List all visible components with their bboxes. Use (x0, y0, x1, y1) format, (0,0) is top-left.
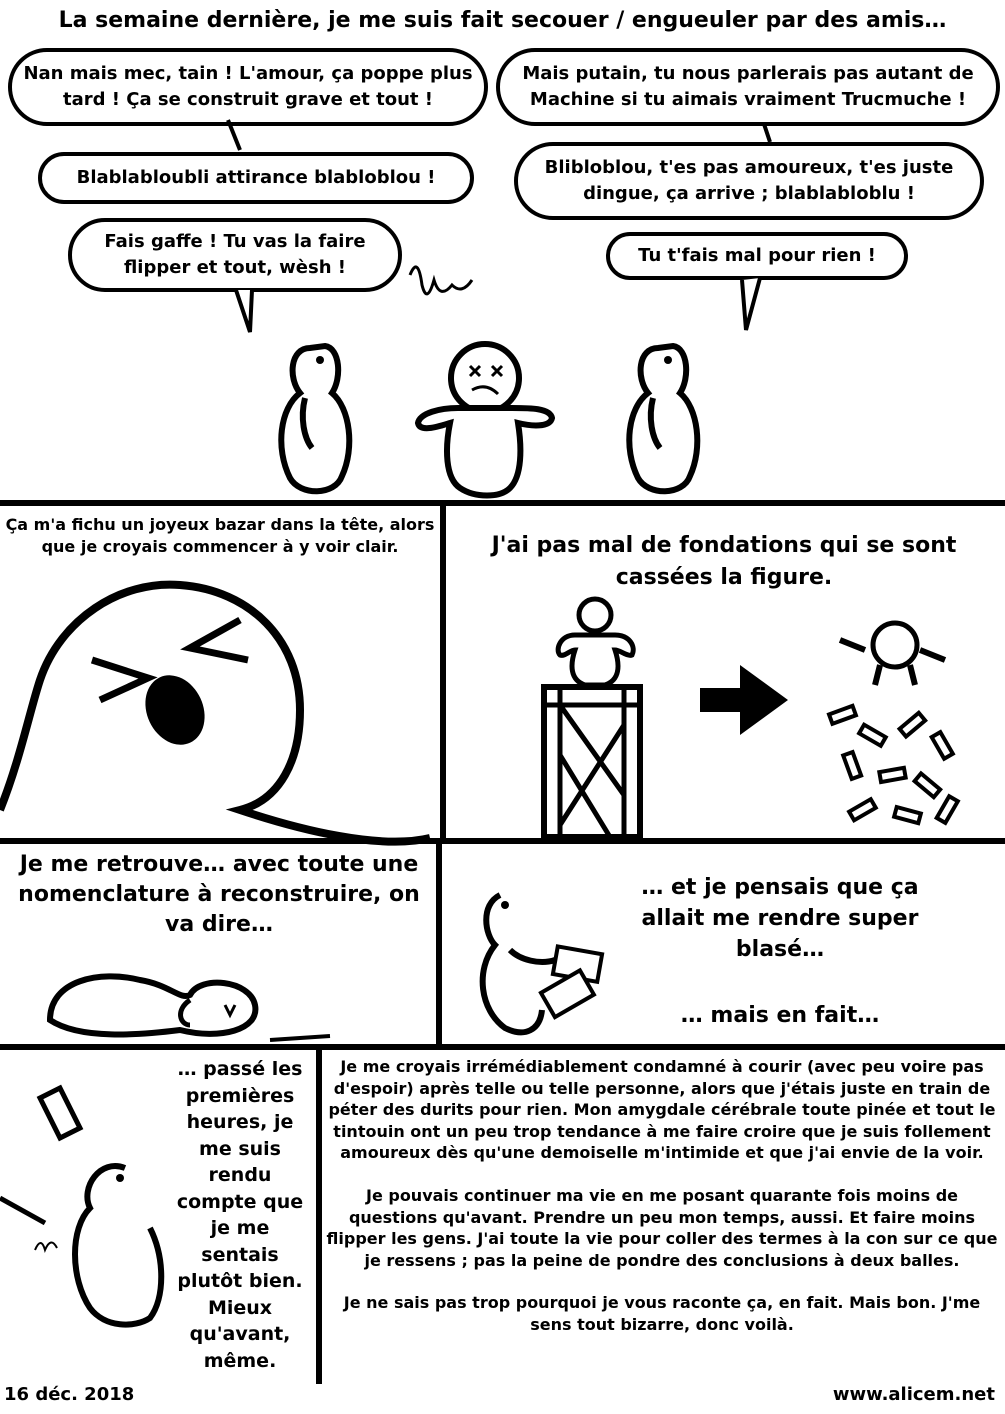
panel-2-caption: Ça m'a fichu un joyeux bazar dans la tête, alors que je croyais commencer à y voir clair. (5, 515, 435, 556)
panel-3-caption: J'ai pas mal de fondations qui se sont cassées la figure. (491, 533, 957, 590)
friend-left-character (270, 338, 360, 500)
site-url[interactable]: www.alicem.net (832, 1384, 995, 1405)
panel-border (316, 1044, 322, 1384)
character-on-scaffold (540, 595, 660, 840)
panel-5-caption-1: … et je pensais que ça allait me rendre super blasé… (641, 875, 919, 962)
panel-4-caption: Je me retrouve… avec toute une nomenclature à reconstruire, on va dire… (18, 852, 420, 937)
story-paragraph: Je pouvais continuer ma vie en me posant quarante fois moins de questions qu'avant. Prendre un peu mon temps, aussi. Et faire moins flipper les gens. J'ai toute la vie pour coller des termes à la con sur ce que je ressens ; pas la peine de pondre des conclusions à deux balles. (326, 1185, 998, 1270)
speech-bubble-left-1: Nan mais mec, tain ! L'amour, ça poppe plus tard ! Ça se construit grave et tout ! (8, 48, 488, 126)
panel-7-text (326, 1056, 998, 1357)
falling-character-debris (820, 610, 970, 835)
arrow-right-icon (700, 660, 790, 740)
speech-bubble-right-3: Tu t'fais mal pour rien ! (606, 232, 908, 280)
panel-6-caption: … passé les premières heures, je me suis rendu compte que je me sentais plutôt bien. Mieux qu'avant, même. (176, 1058, 304, 1372)
shouting-character (0, 560, 440, 840)
happy-character (0, 1078, 170, 1378)
lying-character (40, 960, 300, 1044)
publish-date: 16 déc. 2018 (4, 1384, 135, 1405)
panel-border (436, 838, 442, 1046)
panel-5-caption-2: … mais en fait… (680, 1003, 880, 1028)
speech-bubble-right-2: Blibloblou, t'es pas amoureux, t'es juste dingue, ça arrive ; blablabloblu ! (514, 142, 984, 220)
friend-right-character (618, 338, 708, 500)
speech-bubble-right-1: Mais putain, tu nous parlerais pas autant de Machine si tu aimais vraiment Trucmuche ! (496, 48, 1000, 126)
dazed-character (410, 338, 560, 500)
character-holding-papers (470, 880, 620, 1040)
panel-border (0, 500, 1005, 506)
story-paragraph: Je me croyais irrémédiablement condamné à courir (avec peu voire pas d'espoir) après telle ou telle personne, alors que j'étais juste en train de péter des durits pour rien. Mon amygdale cérébrale toute pinée et tout le tintouin ont un peu trop tendance à me faire croire que je suis follement amoureux dès qu'une demoiselle m'intimide et que j'ai envie de la voir. (328, 1057, 996, 1163)
page-title: La semaine dernière, je me suis fait secouer / engueuler par des amis… (58, 8, 947, 33)
story-paragraph: Je ne sais pas trop pourquoi je vous raconte ça, en fait. Mais bon. J'me sens tout bizarre, donc voilà. (343, 1293, 981, 1334)
speech-bubble-left-2: Blablabloubli attirance blabloblou ! (38, 152, 474, 204)
panel-border (0, 1044, 1005, 1050)
speech-bubble-left-3: Fais gaffe ! Tu vas la faire flipper et tout, wèsh ! (68, 218, 402, 292)
